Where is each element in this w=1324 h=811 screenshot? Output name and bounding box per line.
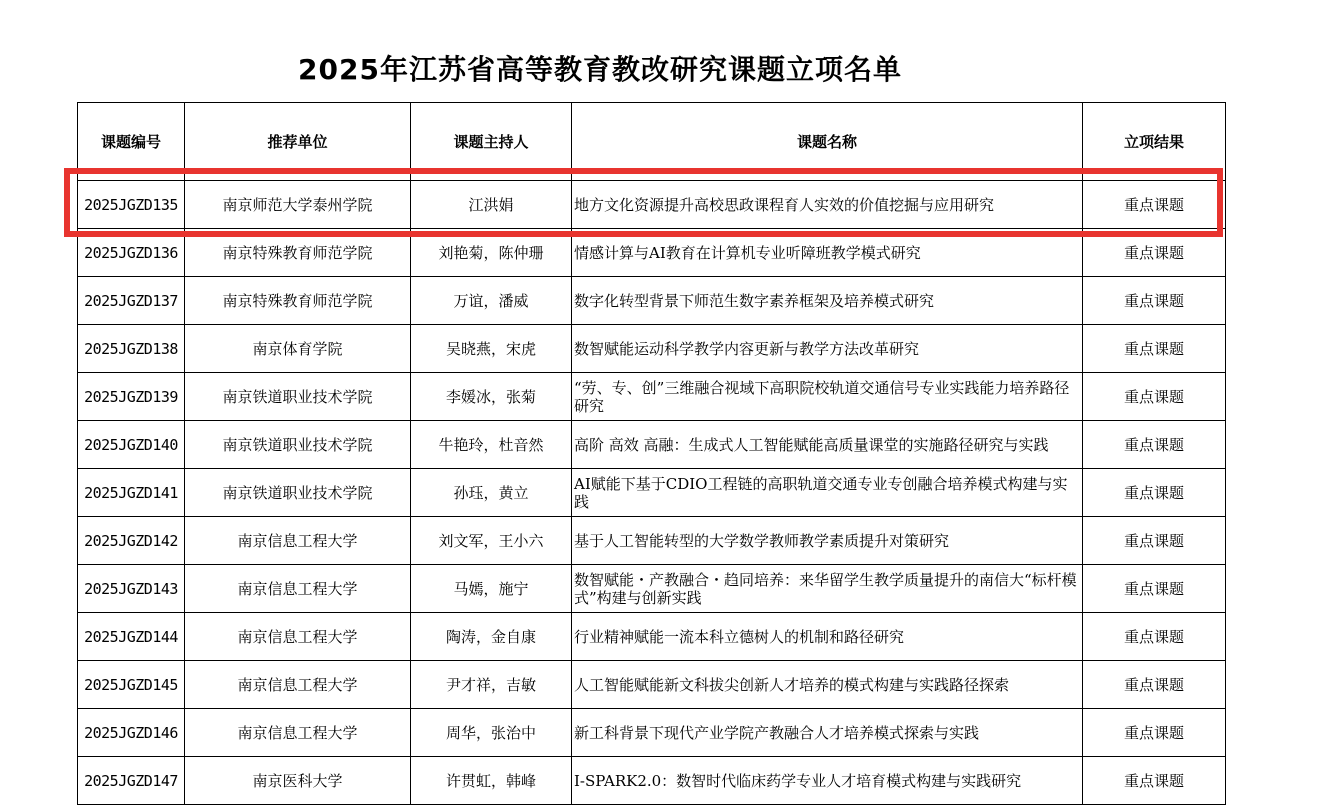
table-row	[78, 325, 1226, 373]
recommending-unit: 南京医科大学	[185, 757, 411, 805]
table-row	[78, 661, 1226, 709]
project-code: 2025JGZD145	[78, 661, 185, 709]
project-name: 基于人工智能转型的大学数学教师教学素质提升对策研究	[572, 517, 1083, 565]
project-code: 2025JGZD135	[78, 181, 185, 229]
approval-result: 重点课题	[1083, 613, 1226, 661]
approval-result: 重点课题	[1083, 709, 1226, 757]
project-host: 牛艳玲，杜音然	[411, 421, 572, 469]
project-code: 2025JGZD144	[78, 613, 185, 661]
table-header-row	[78, 103, 1226, 181]
project-host: 刘文军，王小六	[411, 517, 572, 565]
recommending-unit: 南京体育学院	[185, 325, 411, 373]
approval-result: 重点课题	[1083, 469, 1226, 517]
recommending-unit: 南京信息工程大学	[185, 661, 411, 709]
table-row	[78, 421, 1226, 469]
table-row	[78, 565, 1226, 613]
approval-result: 重点课题	[1083, 565, 1226, 613]
approval-result: 重点课题	[1083, 229, 1226, 277]
recommending-unit: 南京信息工程大学	[185, 565, 411, 613]
approval-result: 重点课题	[1083, 373, 1226, 421]
project-code: 2025JGZD147	[78, 757, 185, 805]
table-row	[78, 373, 1226, 421]
project-code: 2025JGZD140	[78, 421, 185, 469]
project-code: 2025JGZD136	[78, 229, 185, 277]
approval-result: 重点课题	[1083, 661, 1226, 709]
project-list-table	[77, 102, 1226, 805]
project-name: “劳、专、创”三维融合视域下高职院校轨道交通信号专业实践能力培养路径研究	[572, 373, 1083, 421]
project-name: AI赋能下基于CDIO工程链的高职轨道交通专业专创融合培养模式构建与实践	[572, 469, 1083, 517]
column-header-name: 课题名称	[572, 103, 1083, 181]
approval-result: 重点课题	[1083, 181, 1226, 229]
table-row	[78, 757, 1226, 805]
project-host: 马嫣，施宁	[411, 565, 572, 613]
project-name: 情感计算与AI教育在计算机专业听障班教学模式研究	[572, 229, 1083, 277]
table-row	[78, 229, 1226, 277]
project-host: 许贯虹，韩峰	[411, 757, 572, 805]
approval-result: 重点课题	[1083, 421, 1226, 469]
project-name: 数智赋能・产教融合・趋同培养：来华留学生教学质量提升的南信大“标杆模式”构建与创新实践	[572, 565, 1083, 613]
project-name: 人工智能赋能新文科拔尖创新人才培养的模式构建与实践路径探索	[572, 661, 1083, 709]
project-code: 2025JGZD139	[78, 373, 185, 421]
project-host: 周华，张治中	[411, 709, 572, 757]
table-row	[78, 277, 1226, 325]
project-code: 2025JGZD138	[78, 325, 185, 373]
table-row	[78, 709, 1226, 757]
recommending-unit: 南京师范大学泰州学院	[185, 181, 411, 229]
recommending-unit: 南京信息工程大学	[185, 709, 411, 757]
recommending-unit: 南京特殊教育师范学院	[185, 277, 411, 325]
approval-result: 重点课题	[1083, 757, 1226, 805]
approval-result: 重点课题	[1083, 325, 1226, 373]
project-host: 尹才祥，吉敏	[411, 661, 572, 709]
project-host: 万谊，潘威	[411, 277, 572, 325]
project-name: 行业精神赋能一流本科立德树人的机制和路径研究	[572, 613, 1083, 661]
column-header-result: 立项结果	[1083, 103, 1226, 181]
column-header-unit: 推荐单位	[185, 103, 411, 181]
table-row	[78, 613, 1226, 661]
project-name: 新工科背景下现代产业学院产教融合人才培养模式探索与实践	[572, 709, 1083, 757]
recommending-unit: 南京信息工程大学	[185, 517, 411, 565]
project-name: 数字化转型背景下师范生数字素养框架及培养模式研究	[572, 277, 1083, 325]
project-code: 2025JGZD143	[78, 565, 185, 613]
project-name: 数智赋能运动科学教学内容更新与教学方法改革研究	[572, 325, 1083, 373]
project-host: 李媛冰，张菊	[411, 373, 572, 421]
column-header-host: 课题主持人	[411, 103, 572, 181]
project-host: 江洪娟	[411, 181, 572, 229]
approval-result: 重点课题	[1083, 277, 1226, 325]
recommending-unit: 南京铁道职业技术学院	[185, 421, 411, 469]
recommending-unit: 南京铁道职业技术学院	[185, 469, 411, 517]
project-name: 地方文化资源提升高校思政课程育人实效的价值挖掘与应用研究	[572, 181, 1083, 229]
column-header-code: 课题编号	[78, 103, 185, 181]
project-code: 2025JGZD146	[78, 709, 185, 757]
approval-result: 重点课题	[1083, 517, 1226, 565]
project-code: 2025JGZD141	[78, 469, 185, 517]
page-title: 2025年江苏省高等教育教改研究课题立项名单	[298, 53, 902, 86]
recommending-unit: 南京铁道职业技术学院	[185, 373, 411, 421]
table-row	[78, 469, 1226, 517]
project-host: 陶涛，金自康	[411, 613, 572, 661]
table-row	[78, 517, 1226, 565]
recommending-unit: 南京信息工程大学	[185, 613, 411, 661]
project-host: 孙珏，黄立	[411, 469, 572, 517]
table-row	[78, 181, 1226, 229]
project-host: 刘艳菊，陈仲珊	[411, 229, 572, 277]
recommending-unit: 南京特殊教育师范学院	[185, 229, 411, 277]
project-host: 吴晓燕，宋虎	[411, 325, 572, 373]
project-name: I-SPARK2.0：数智时代临床药学专业人才培育模式构建与实践研究	[572, 757, 1083, 805]
project-code: 2025JGZD137	[78, 277, 185, 325]
project-code: 2025JGZD142	[78, 517, 185, 565]
project-name: 高阶 高效 高融：生成式人工智能赋能高质量课堂的实施路径研究与实践	[572, 421, 1083, 469]
